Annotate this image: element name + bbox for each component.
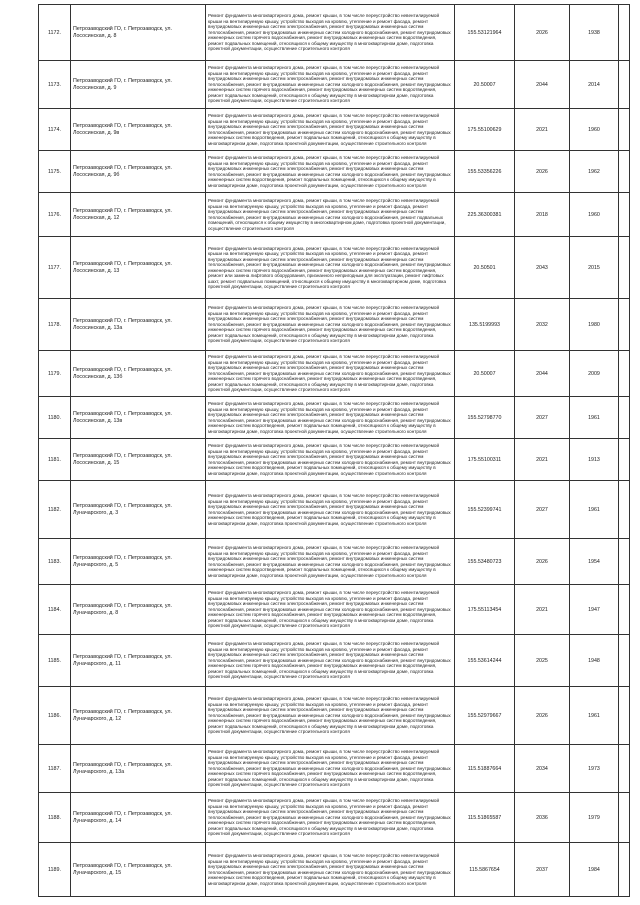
row-build-year: 1960: [570, 193, 619, 237]
row-cost: 175.55100629: [455, 109, 515, 151]
row-cost: 225.36300381: [455, 193, 515, 237]
row-address: Петрозаводский ГО, г. Петрозаводск, ул. Лососинская, д. 13: [71, 237, 206, 299]
row-empty-cell: [619, 843, 630, 897]
row-plan-year: 2044: [515, 61, 570, 109]
row-address: Петрозаводский ГО, г. Петрозаводск, ул. Лососинская, д. 13в: [71, 397, 206, 439]
row-number: 1173.: [39, 61, 71, 109]
row-cost: 115.51865587: [455, 793, 515, 843]
row-cost: 155.53614244: [455, 635, 515, 687]
row-plan-year: 2034: [515, 745, 570, 793]
table-row: [39, 687, 630, 745]
table-row: [39, 481, 630, 539]
row-address: Петрозаводский ГО, г. Петрозаводск, ул. Луначарского, д. 13а: [71, 745, 206, 793]
row-build-year: 1947: [570, 585, 619, 635]
row-empty-cell: [619, 539, 630, 585]
table-row: [39, 351, 630, 397]
row-number: 1188.: [39, 793, 71, 843]
row-number: 1174.: [39, 109, 71, 151]
row-plan-year: 2018: [515, 193, 570, 237]
row-build-year: 1961: [570, 481, 619, 539]
row-works: Ремонт фундамента многоквартирного дома, ремонт крыши, в том числе переустройство невентилируемой крыши на вентилируемую крышу, устройство выходов на кровлю, утепление и ремонт фасада, ремонт внутридомовых инженерных систем электроснабжения, ремонт внутридомовых инженерных систем теплоснабжения, ремонт внутридомовых инженерных систем холодного водоснабжения, ремонт внутридомовых инженерных систем водоотведения, ремонт подвальных помещений, относящихся к общему имуществу в многоквартирном доме, подготовка проектной документации, осуществление строительного контроля: [206, 439, 455, 481]
row-works: Ремонт фундамента многоквартирного дома, ремонт крыши, в том числе переустройство невентилируемой крыши на вентилируемую крышу, устройство выходов на кровлю, утепление и ремонт фасада, ремонт внутридомовых инженерных систем электроснабжения, ремонт внутридомовых инженерных систем теплоснабжения, ремонт внутридомовых инженерных систем холодного водоснабжения, ремонт внутридомовых инженерных систем горячего водоснабжения, ремонт внутридомовых инженерных систем водоотведения, ремонт подвальных помещений, относящихся к общему имуществу в многоквартирном доме, подготовка проектной документации, осуществление строительного контроля: [206, 745, 455, 793]
row-plan-year: 2036: [515, 793, 570, 843]
row-plan-year: 2044: [515, 351, 570, 397]
row-address: Петрозаводский ГО, г. Петрозаводск, ул. Лососинская, д. 15: [71, 439, 206, 481]
row-number: 1176.: [39, 193, 71, 237]
row-plan-year: 2026: [515, 5, 570, 61]
document-sheet: [38, 4, 606, 897]
row-cost: 20.50007: [455, 351, 515, 397]
row-plan-year: 2037: [515, 843, 570, 897]
row-empty-cell: [619, 299, 630, 351]
row-plan-year: 2027: [515, 397, 570, 439]
row-number: 1179.: [39, 351, 71, 397]
row-plan-year: 2021: [515, 439, 570, 481]
row-build-year: 1954: [570, 539, 619, 585]
row-works: Ремонт фундамента многоквартирного дома, ремонт крыши, в том числе переустройство невентилируемой крыши на вентилируемую крышу, устройство выходов на кровлю, утепление и ремонт фасада, ремонт внутридомовых инженерных систем электроснабжения, ремонт внутридомовых инженерных систем теплоснабжения, ремонт внутридомовых инженерных систем холодного водоснабжения, ремонт внутридомовых инженерных систем водоотведения, ремонт подвальных помещений, относящихся к общему имуществу в многоквартирном доме, подготовка проектной документации, осуществление строительного контроля: [206, 397, 455, 439]
row-address: Петрозаводский ГО, г. Петрозаводск, ул. Лососинская, д. 9в: [71, 109, 206, 151]
row-empty-cell: [619, 793, 630, 843]
table-row: [39, 539, 630, 585]
row-plan-year: 2025: [515, 635, 570, 687]
row-build-year: 2009: [570, 351, 619, 397]
table-row: [39, 745, 630, 793]
table-row: [39, 5, 630, 61]
table-row: [39, 635, 630, 687]
row-build-year: 1961: [570, 397, 619, 439]
row-build-year: 1979: [570, 793, 619, 843]
row-plan-year: 2021: [515, 585, 570, 635]
row-works: Ремонт фундамента многоквартирного дома, ремонт крыши, в том числе переустройство невентилируемой крыши на вентилируемую крышу, устройство выходов на кровлю, утепление и ремонт фасада, ремонт внутридомовых инженерных систем электроснабжения, ремонт внутридомовых инженерных систем теплоснабжения, ремонт внутридомовых инженерных систем холодного водоснабжения, ремонт внутридомовых инженерных систем горячего водоснабжения, ремонт внутридомовых инженерных систем водоотведения, ремонт подвальных помещений, относящихся к общему имуществу в многоквартирном доме, подготовка проектной документации, осуществление строительного контроля: [206, 61, 455, 109]
row-cost: 155.52399741: [455, 481, 515, 539]
row-build-year: 1962: [570, 151, 619, 193]
row-build-year: 1980: [570, 299, 619, 351]
row-build-year: 1984: [570, 843, 619, 897]
row-empty-cell: [619, 193, 630, 237]
row-cost: 20.50501: [455, 237, 515, 299]
row-build-year: 1913: [570, 439, 619, 481]
table-row: [39, 843, 630, 897]
row-works: Ремонт фундамента многоквартирного дома, ремонт крыши, в том числе переустройство невентилируемой крыши на вентилируемую крышу, устройство выходов на кровлю, утепление и ремонт фасада, ремонт внутридомовых инженерных систем электроснабжения, ремонт внутридомовых инженерных систем теплоснабжения, ремонт внутридомовых инженерных систем холодного водоснабжения, ремонт внутридомовых инженерных систем горячего водоснабжения, ремонт внутридомовых инженерных систем водоотведения, ремонт подвальных помещений, относящихся к общему имуществу в многоквартирном доме, подготовка проектной документации, осуществление строительного контроля: [206, 351, 455, 397]
row-build-year: 1960: [570, 109, 619, 151]
table-body: [39, 5, 630, 897]
row-empty-cell: [619, 585, 630, 635]
row-works: Ремонт фундамента многоквартирного дома, ремонт крыши, в том числе переустройство невентилируемой крыши на вентилируемую крышу, устройство выходов на кровлю, утепление и ремонт фасада, ремонт внутридомовых инженерных систем электроснабжения, ремонт внутридомовых инженерных систем теплоснабжения, ремонт внутридомовых инженерных систем холодного водоснабжения, ремонт внутридомовых инженерных систем горячего водоснабжения, ремонт внутридомовых инженерных систем водоотведения, ремонт подвальных помещений, относящихся к общему имуществу в многоквартирном доме, подготовка проектной документации, осуществление строительного контроля: [206, 299, 455, 351]
row-empty-cell: [619, 397, 630, 439]
table-row: [39, 237, 630, 299]
row-address: Петрозаводский ГО, г. Петрозаводск, ул. Луначарского, д. 12: [71, 687, 206, 745]
row-address: Петрозаводский ГО, г. Петрозаводск, ул. Луначарского, д. 5: [71, 539, 206, 585]
row-number: 1182.: [39, 481, 71, 539]
row-cost: 135.5199993: [455, 299, 515, 351]
row-build-year: 2014: [570, 61, 619, 109]
row-address: Петрозаводский ГО, г. Петрозаводск, ул. Лососинская, д. 13б: [71, 351, 206, 397]
row-address: Петрозаводский ГО, г. Петрозаводск, ул. Луначарского, д. 15: [71, 843, 206, 897]
row-address: Петрозаводский ГО, г. Петрозаводск, ул. Луначарского, д. 8: [71, 585, 206, 635]
row-empty-cell: [619, 481, 630, 539]
row-number: 1187.: [39, 745, 71, 793]
row-number: 1178.: [39, 299, 71, 351]
row-works: Ремонт фундамента многоквартирного дома, ремонт крыши, в том числе переустройство невентилируемой крыши на вентилируемую крышу, устройство выходов на кровлю, утепление и ремонт фасада, ремонт внутридомовых инженерных систем электроснабжения, ремонт внутридомовых инженерных систем теплоснабжения, ремонт внутридомовых инженерных систем холодного водоснабжения, ремонт внутридомовых инженерных систем водоотведения, ремонт подвальных помещений, относящихся к общему имуществу в многоквартирном доме, подготовка проектной документации, осуществление строительного контроля: [206, 843, 455, 897]
row-plan-year: 2026: [515, 151, 570, 193]
row-number: 1183.: [39, 539, 71, 585]
row-cost: 155.53356226: [455, 151, 515, 193]
row-build-year: 1938: [570, 5, 619, 61]
row-works: Ремонт фундамента многоквартирного дома, ремонт крыши, в том числе переустройство невентилируемой крыши на вентилируемую крышу, устройство выходов на кровлю, утепление и ремонт фасада, ремонт внутридомовых инженерных систем электроснабжения, ремонт внутридомовых инженерных систем теплоснабжения, ремонт внутридомовых инженерных систем холодного водоснабжения, ремонт подвальных помещений, относящихся к общему имуществу в многоквартирном доме, подготовка проектной документации, осуществление строительного контроля: [206, 193, 455, 237]
table-row: [39, 793, 630, 843]
row-build-year: 2015: [570, 237, 619, 299]
row-address: Петрозаводский ГО, г. Петрозаводск, ул. Лососинская, д. 8: [71, 5, 206, 61]
row-number: 1172.: [39, 5, 71, 61]
row-address: Петрозаводский ГО, г. Петрозаводск, ул. Луначарского, д. 11: [71, 635, 206, 687]
row-works: Ремонт фундамента многоквартирного дома, ремонт крыши, в том числе переустройство невентилируемой крыши на вентилируемую крышу, устройство выходов на кровлю, утепление и ремонт фасада, ремонт внутридомовых инженерных систем электроснабжения, ремонт внутридомовых инженерных систем теплоснабжения, ремонт внутридомовых инженерных систем холодного водоснабжения, ремонт внутридомовых инженерных систем горячего водоснабжения, ремонт внутридомовых инженерных систем водоотведения, ремонт подвальных помещений, относящихся к общему имуществу в многоквартирном доме, подготовка проектной документации, осуществление строительного контроля: [206, 793, 455, 843]
row-number: 1180.: [39, 397, 71, 439]
row-empty-cell: [619, 635, 630, 687]
row-address: Петрозаводский ГО, г. Петрозаводск, ул. Лососинская, д. 9б: [71, 151, 206, 193]
row-empty-cell: [619, 151, 630, 193]
row-cost: 155.52979667: [455, 687, 515, 745]
row-works: Ремонт фундамента многоквартирного дома, ремонт крыши, в том числе переустройство невентилируемой крыши на вентилируемую крышу, устройство выходов на кровлю, утепление и ремонт фасада, ремонт внутридомовых инженерных систем электроснабжения, ремонт внутридомовых инженерных систем теплоснабжения, ремонт внутридомовых инженерных систем холодного водоснабжения, ремонт внутридомовых инженерных систем горячего водоснабжения, ремонт внутридомовых инженерных систем водоотведения, ремонт подвальных помещений, относящихся к общему имуществу в многоквартирном доме, подготовка проектной документации, осуществление строительного контроля: [206, 687, 455, 745]
row-plan-year: 2026: [515, 539, 570, 585]
row-empty-cell: [619, 109, 630, 151]
table-row: [39, 585, 630, 635]
row-empty-cell: [619, 61, 630, 109]
row-cost: 155.53121964: [455, 5, 515, 61]
row-works: Ремонт фундамента многоквартирного дома, ремонт крыши, в том числе переустройство невентилируемой крыши на вентилируемую крышу, устройство выходов на кровлю, утепление и ремонт фасада, ремонт внутридомовых инженерных систем электроснабжения, ремонт внутридомовых инженерных систем теплоснабжения, ремонт внутридомовых инженерных систем холодного водоснабжения, ремонт внутридомовых инженерных систем водоотведения, ремонт подвальных помещений, относящихся к общему имуществу в многоквартирном доме, подготовка проектной документации, осуществление строительного контроля: [206, 151, 455, 193]
row-address: Петрозаводский ГО, г. Петрозаводск, ул. Луначарского, д. 3: [71, 481, 206, 539]
row-works: Ремонт фундамента многоквартирного дома, ремонт крыши, в том числе переустройство невентилируемой крыши на вентилируемую крышу, устройство выходов на кровлю, утепление и ремонт фасада, ремонт внутридомовых инженерных систем электроснабжения, ремонт внутридомовых инженерных систем теплоснабжения, ремонт внутридомовых инженерных систем холодного водоснабжения, ремонт внутридомовых инженерных систем водоотведения, ремонт подвальных помещений, относящихся к общему имуществу в многоквартирном доме, подготовка проектной документации, осуществление строительного контроля: [206, 481, 455, 539]
row-cost: 155.53480723: [455, 539, 515, 585]
row-empty-cell: [619, 5, 630, 61]
row-number: 1185.: [39, 635, 71, 687]
row-number: 1184.: [39, 585, 71, 635]
row-cost: 115.51887664: [455, 745, 515, 793]
row-works: Ремонт фундамента многоквартирного дома, ремонт крыши, в том числе переустройство невентилируемой крыши на вентилируемую крышу, устройство выходов на кровлю, утепление и ремонт фасада, ремонт внутридомовых инженерных систем электроснабжения, ремонт внутридомовых инженерных систем теплоснабжения, ремонт внутридомовых инженерных систем холодного водоснабжения, ремонт внутридомовых инженерных систем горячего водоснабжения, ремонт внутридомовых инженерных систем водоотведения, ремонт подвальных помещений, относящихся к общему имуществу в многоквартирном доме, подготовка проектной документации, осуществление строительного контроля: [206, 585, 455, 635]
row-plan-year: 2032: [515, 299, 570, 351]
row-cost: 155.52798770: [455, 397, 515, 439]
row-build-year: 1961: [570, 687, 619, 745]
table-row: [39, 193, 630, 237]
row-address: Петрозаводский ГО, г. Петрозаводск, ул. Луначарского, д. 14: [71, 793, 206, 843]
row-empty-cell: [619, 439, 630, 481]
table-row: [39, 439, 630, 481]
row-number: 1186.: [39, 687, 71, 745]
row-number: 1177.: [39, 237, 71, 299]
row-number: 1189.: [39, 843, 71, 897]
row-number: 1175.: [39, 151, 71, 193]
table-row: [39, 151, 630, 193]
row-works: Ремонт фундамента многоквартирного дома, ремонт крыши, в том числе переустройство невентилируемой крыши на вентилируемую крышу, устройство выходов на кровлю, утепление и ремонт фасада, ремонт внутридомовых инженерных систем электроснабжения, ремонт внутридомовых инженерных систем теплоснабжения, ремонт внутридомовых инженерных систем холодного водоснабжения, ремонт внутридомовых инженерных систем горячего водоснабжения, ремонт внутридомовых инженерных систем водоотведения, ремонт или замена лифтового оборудования, признанного непригодным для эксплуатации, ремонт лифтовых шахт, ремонт подвальных помещений, относящихся к общему имуществу в многоквартирном доме, подготовка проектной документации, осуществление строительного контроля: [206, 237, 455, 299]
row-build-year: 1948: [570, 635, 619, 687]
table-row: [39, 397, 630, 439]
table-row: [39, 109, 630, 151]
row-cost: 175.55100311: [455, 439, 515, 481]
row-works: Ремонт фундамента многоквартирного дома, ремонт крыши, в том числе переустройство невентилируемой крыши на вентилируемую крышу, устройство выходов на кровлю, утепление и ремонт фасада, ремонт внутридомовых инженерных систем электроснабжения, ремонт внутридомовых инженерных систем теплоснабжения, ремонт внутридомовых инженерных систем холодного водоснабжения, ремонт внутридомовых инженерных систем горячего водоснабжения, ремонт внутридомовых инженерных систем водоотведения, ремонт подвальных помещений, относящихся к общему имуществу в многоквартирном доме, подготовка проектной документации, осуществление строительного контроля: [206, 5, 455, 61]
row-empty-cell: [619, 687, 630, 745]
row-number: 1181.: [39, 439, 71, 481]
row-cost: 175.55113454: [455, 585, 515, 635]
repair-program-table: [38, 4, 630, 897]
row-cost: 115.5867654: [455, 843, 515, 897]
row-build-year: 1973: [570, 745, 619, 793]
row-plan-year: 2026: [515, 687, 570, 745]
row-plan-year: 2027: [515, 481, 570, 539]
row-empty-cell: [619, 237, 630, 299]
row-address: Петрозаводский ГО, г. Петрозаводск, ул. Лососинская, д. 9: [71, 61, 206, 109]
row-works: Ремонт фундамента многоквартирного дома, ремонт крыши, в том числе переустройство невентилируемой крыши на вентилируемую крышу, устройство выходов на кровлю, утепление и ремонт фасада, ремонт внутридомовых инженерных систем электроснабжения, ремонт внутридомовых инженерных систем теплоснабжения, ремонт внутридомовых инженерных систем холодного водоснабжения, ремонт внутридомовых инженерных систем водоотведения, ремонт подвальных помещений, относящихся к общему имуществу в многоквартирном доме, подготовка проектной документации, осуществление строительного контроля: [206, 539, 455, 585]
row-plan-year: 2021: [515, 109, 570, 151]
row-empty-cell: [619, 351, 630, 397]
table-row: [39, 61, 630, 109]
row-address: Петрозаводский ГО, г. Петрозаводск, ул. Лососинская, д. 12: [71, 193, 206, 237]
row-address: Петрозаводский ГО, г. Петрозаводск, ул. Лососинская, д. 13а: [71, 299, 206, 351]
table-row: [39, 299, 630, 351]
row-works: Ремонт фундамента многоквартирного дома, ремонт крыши, в том числе переустройство невентилируемой крыши на вентилируемую крышу, устройство выходов на кровлю, утепление и ремонт фасада, ремонт внутридомовых инженерных систем электроснабжения, ремонт внутридомовых инженерных систем теплоснабжения, ремонт внутридомовых инженерных систем холодного водоснабжения, ремонт внутридомовых инженерных систем водоотведения, ремонт подвальных помещений, относящихся к общему имуществу в многоквартирном доме, подготовка проектной документации, осуществление строительного контроля: [206, 109, 455, 151]
row-cost: 20.50007: [455, 61, 515, 109]
row-works: Ремонт фундамента многоквартирного дома, ремонт крыши, в том числе переустройство невентилируемой крыши на вентилируемую крышу, устройство выходов на кровлю, утепление и ремонт фасада, ремонт внутридомовых инженерных систем электроснабжения, ремонт внутридомовых инженерных систем теплоснабжения, ремонт внутридомовых инженерных систем холодного водоснабжения, ремонт внутридомовых инженерных систем горячего водоснабжения, ремонт внутридомовых инженерных систем водоотведения, ремонт подвальных помещений, относящихся к общему имуществу в многоквартирном доме, подготовка проектной документации, осуществление строительного контроля: [206, 635, 455, 687]
row-plan-year: 2043: [515, 237, 570, 299]
row-empty-cell: [619, 745, 630, 793]
